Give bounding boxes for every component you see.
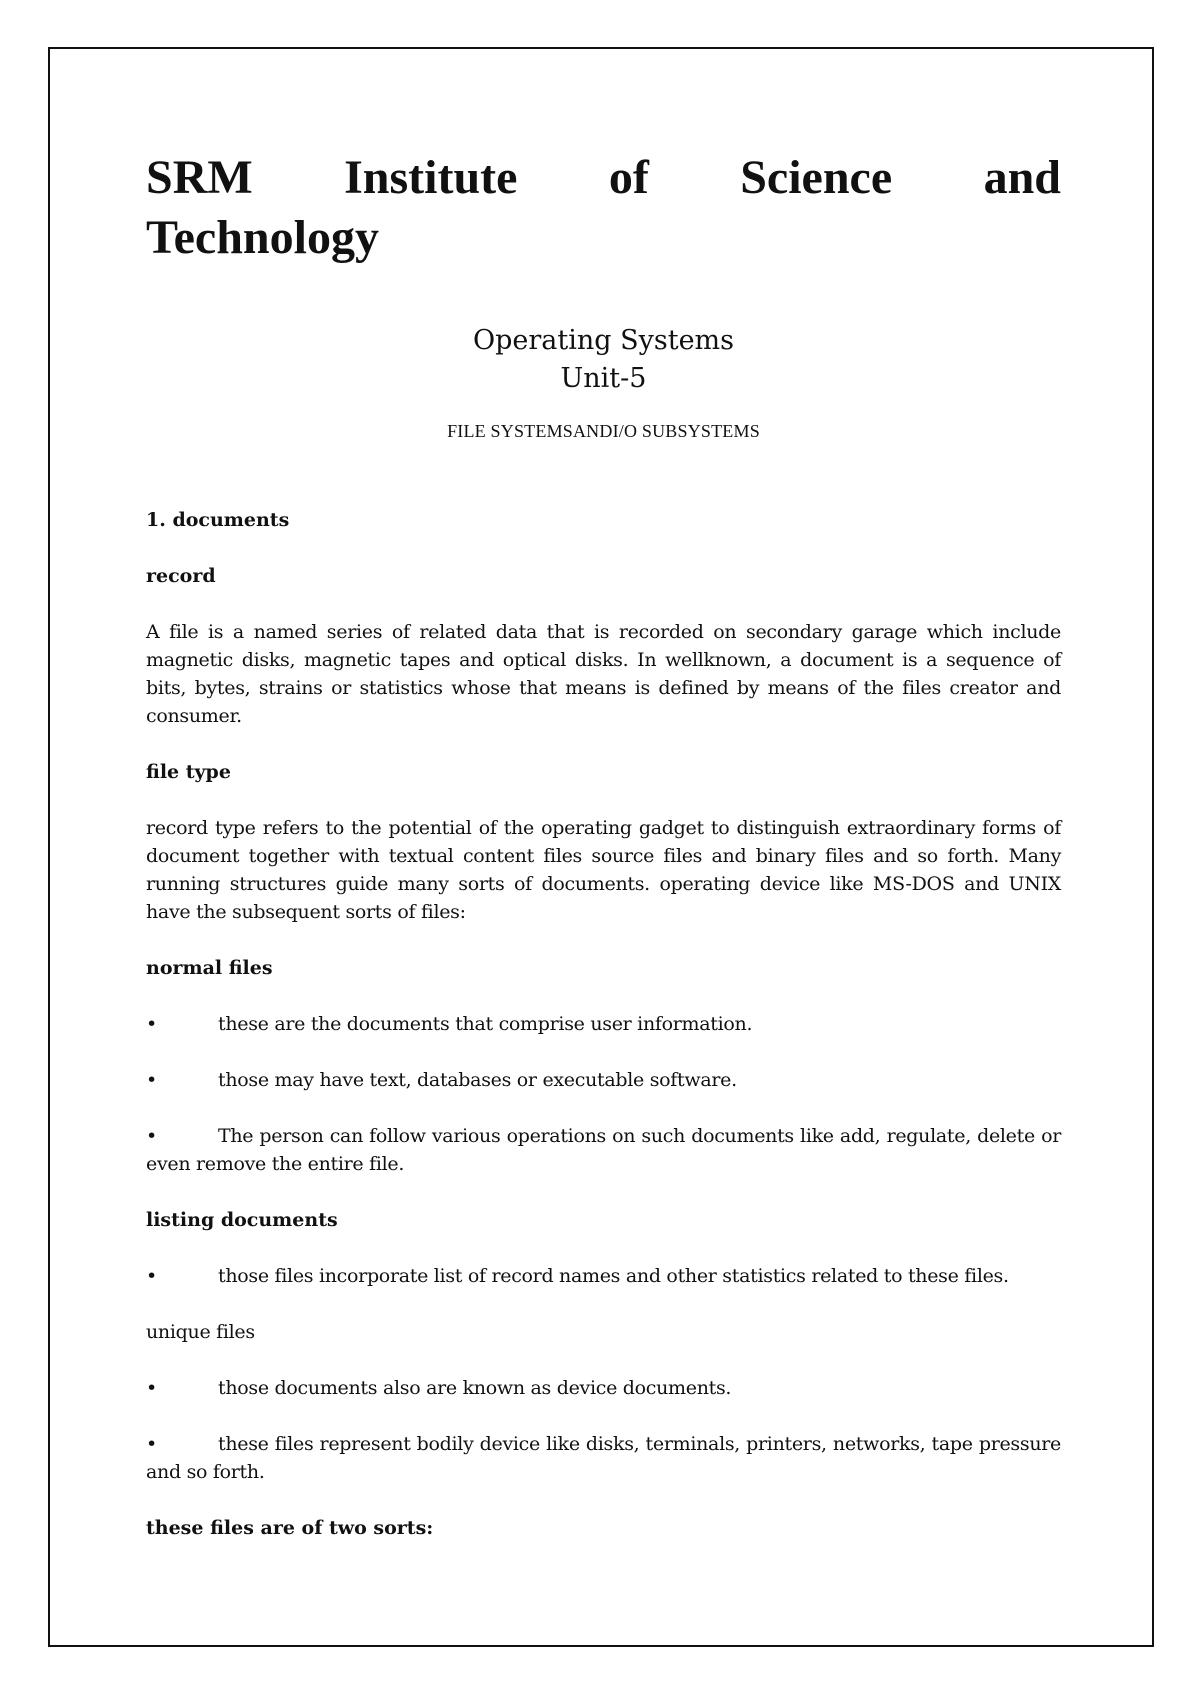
record-heading: record bbox=[146, 565, 216, 587]
section-heading: 1. documents bbox=[146, 509, 290, 531]
title-word: and bbox=[983, 151, 1061, 204]
list-item-text: these are the documents that comprise user information. bbox=[218, 1013, 753, 1035]
bullet-icon: • bbox=[146, 1265, 157, 1287]
document-title bbox=[146, 148, 1061, 268]
title-word: of bbox=[608, 151, 649, 204]
title-word: Science bbox=[740, 151, 893, 204]
file-type-heading: file type bbox=[146, 761, 231, 783]
bullet-icon: • bbox=[146, 1013, 157, 1035]
listing-heading: listing documents bbox=[146, 1209, 338, 1231]
bullet-icon: • bbox=[146, 1433, 157, 1455]
unit-subtitle: FILE SYSTEMSANDI/O SUBSYSTEMS bbox=[447, 421, 760, 441]
title-line-1 bbox=[146, 148, 1061, 208]
list-item-text: those files incorporate list of record names and other statistics related to these files. bbox=[218, 1265, 1009, 1287]
course-heading bbox=[146, 322, 1061, 398]
list-item-text: those may have text, databases or executable software. bbox=[218, 1069, 737, 1091]
title-word: Institute bbox=[344, 151, 518, 204]
bullet-icon: • bbox=[146, 1377, 157, 1399]
list-item bbox=[146, 1430, 1061, 1486]
course-name: Operating Systems bbox=[472, 325, 735, 356]
bullet-icon: • bbox=[146, 1125, 157, 1147]
list-item bbox=[146, 1262, 1061, 1290]
list-item bbox=[146, 1122, 1061, 1178]
list-item-text: The person can follow various operations on such documents like add, regulate, delete or even remove the entire file. bbox=[146, 1125, 1061, 1175]
list-item bbox=[146, 1066, 1061, 1094]
title-line-2: Technology bbox=[146, 211, 379, 264]
unit-label: Unit-5 bbox=[560, 363, 647, 394]
two-sorts-heading: these files are of two sorts: bbox=[146, 1517, 434, 1539]
bullet-icon: • bbox=[146, 1069, 157, 1091]
list-item-text: these files represent bodily device like disks, terminals, printers, networks, tape pressure and so forth. bbox=[146, 1433, 1061, 1483]
list-item bbox=[146, 1374, 1061, 1402]
file-type-paragraph: record type refers to the potential of the operating gadget to distinguish extraordinary forms of document together with textual content files source files and binary files and so forth. Many running structures guide many sorts of documents. operating device like MS-DOS and UNIX have the subsequent sorts of files: bbox=[146, 817, 1061, 923]
title-word: SRM bbox=[146, 151, 253, 204]
record-paragraph: A file is a named series of related data that is recorded on secondary garage which include magnetic disks, magnetic tapes and optical disks. In wellknown, a document is a sequence of bits, bytes, strains or statistics whose that means is defined by means of the files creator and consumer. bbox=[146, 621, 1061, 727]
normal-files-heading: normal files bbox=[146, 957, 273, 979]
list-item bbox=[146, 1010, 1061, 1038]
list-item-text: those documents also are known as device documents. bbox=[218, 1377, 732, 1399]
unique-heading: unique files bbox=[146, 1321, 255, 1343]
